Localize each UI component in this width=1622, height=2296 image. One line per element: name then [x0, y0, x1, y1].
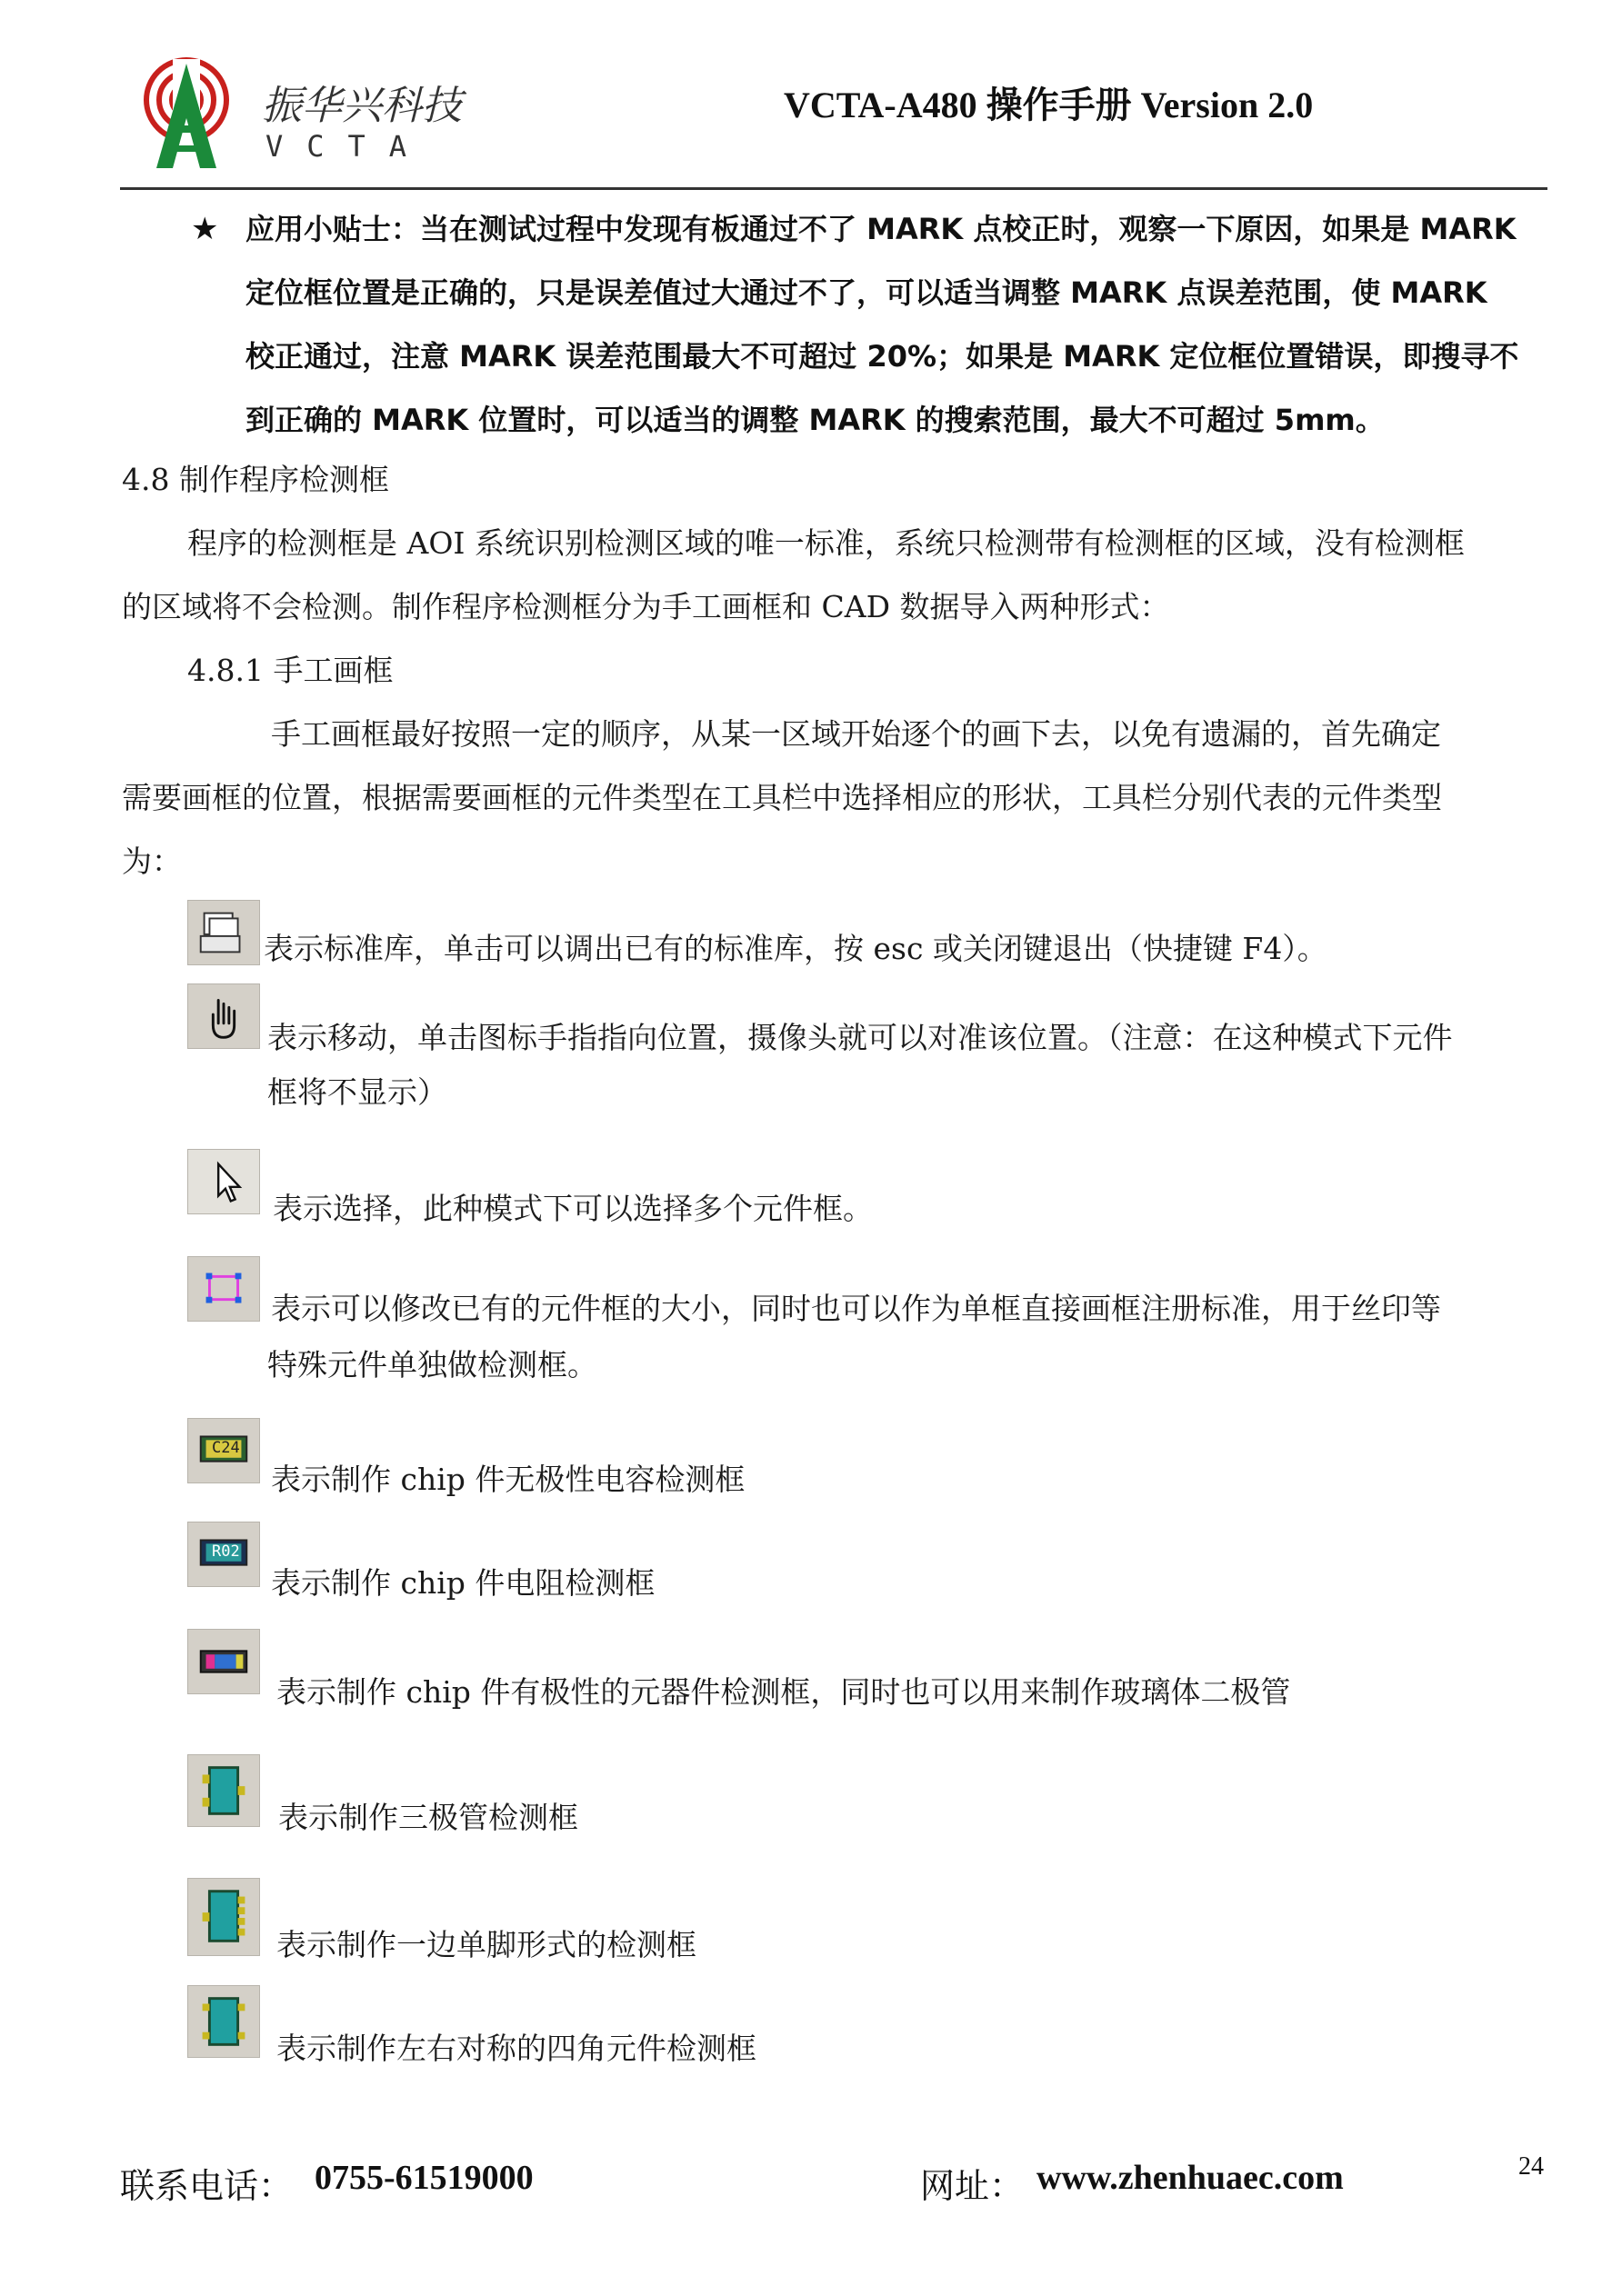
single-side-pin-icon[interactable]: [187, 1878, 260, 1956]
tool-description: 表示制作 chip 件无极性电容检测框: [271, 1462, 746, 1497]
footer-website-label: 网址：: [920, 2166, 1025, 2206]
paragraph-line: 的区域将不会检测。制作程序检测框分为手工画框和 CAD 数据导入两种形式：: [122, 589, 1170, 624]
standard-library-icon[interactable]: [187, 900, 260, 965]
tool-description: 表示制作 chip 件有极性的元器件检测框，同时也可以用来制作玻璃体二极管: [276, 1674, 1291, 1710]
transistor-icon[interactable]: [187, 1754, 260, 1827]
document-title: VCTA-A480 操作手册 Version 2.0: [784, 85, 1314, 125]
symmetric-quad-icon[interactable]: [187, 1985, 260, 2058]
footer-website-link[interactable]: www.zhenhuaec.com: [1036, 2159, 1344, 2197]
footer-phone: 0755-61519000: [315, 2159, 534, 2197]
tip-line: 校正通过，注意 MARK 误差范围最大不可超过 20%；如果是 MARK 定位框位置错误，即搜寻不: [245, 339, 1519, 374]
icon-label: C24: [212, 1439, 240, 1457]
section-heading: 4.8 制作程序检测框: [122, 462, 389, 497]
polar-chip-icon[interactable]: [187, 1629, 260, 1694]
select-arrow-icon[interactable]: [187, 1149, 260, 1214]
hand-move-icon[interactable]: [187, 983, 260, 1049]
tool-description: 表示选择，此种模式下可以选择多个元件框。: [273, 1191, 873, 1226]
subsection-heading: 4.8.1 手工画框: [187, 653, 394, 688]
tool-description: 特殊元件单独做检测框。: [267, 1347, 597, 1383]
footer-phone-label: 联系电话：: [120, 2166, 294, 2206]
tool-description: 表示制作三极管检测框: [278, 1800, 578, 1835]
tip-line: 应用小贴士：当在测试过程中发现有板通过不了 MARK 点校正时，观察一下原因，如果是 MARK: [245, 212, 1517, 246]
tool-description: 表示制作 chip 件电阻检测框: [271, 1565, 656, 1601]
page-number: 24: [1518, 2152, 1544, 2181]
paragraph-line: 为：: [122, 844, 182, 879]
tip-line: 到正确的 MARK 位置时，可以适当的调整 MARK 的搜索范围，最大不可超过 5mm。: [245, 403, 1385, 437]
chip-capacitor-icon[interactable]: [187, 1418, 260, 1483]
paragraph-line: 需要画框的位置，根据需要画框的元件类型在工具栏中选择相应的形状，工具栏分别代表的元件类型: [122, 780, 1442, 815]
paragraph-line: 手工画框最好按照一定的顺序，从某一区域开始逐个的画下去，以免有遗漏的，首先确定: [271, 716, 1441, 752]
brand-name-english: VCTA: [265, 129, 431, 164]
paragraph-line: 程序的检测框是 AOI 系统识别检测区域的唯一标准，系统只检测带有检测框的区域，没有检测框: [187, 525, 1465, 561]
tool-description: 表示制作左右对称的四角元件检测框: [276, 2031, 756, 2066]
tool-description: 表示制作一边单脚形式的检测框: [276, 1927, 696, 1962]
star-icon: ★: [191, 211, 219, 247]
tool-description: 表示可以修改已有的元件框的大小，同时也可以作为单框直接画框注册标准，用于丝印等: [271, 1291, 1441, 1326]
tip-line: 定位框位置是正确的，只是误差值过大通过不了，可以适当调整 MARK 点误差范围，使 MARK: [245, 275, 1487, 310]
tool-description: 表示标准库，单击可以调出已有的标准库，按 esc 或关闭键退出（快捷键 F4）。: [264, 931, 1327, 966]
resize-box-icon[interactable]: [187, 1256, 260, 1322]
company-logo: [136, 55, 236, 173]
header-divider: [120, 187, 1547, 190]
tool-description: 框将不显示）: [267, 1074, 447, 1110]
brand-name-chinese: 振华兴科技: [262, 83, 462, 129]
tool-description: 表示移动，单击图标手指指向位置，摄像头就可以对准该位置。（注意：在这种模式下元件: [267, 1020, 1453, 1055]
icon-label: R02: [212, 1542, 240, 1561]
chip-resistor-icon[interactable]: [187, 1522, 260, 1587]
